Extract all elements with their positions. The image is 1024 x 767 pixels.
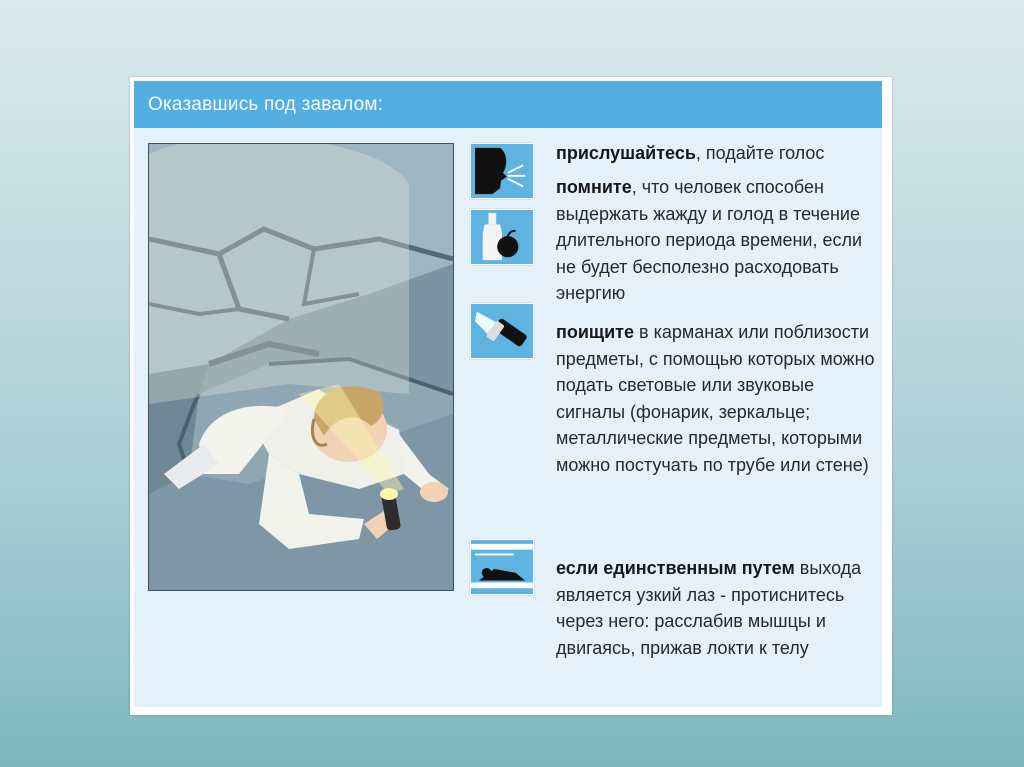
info-card	[130, 77, 892, 715]
instruction-text: , что человек способен выдержать жажду и голод в течение длительного периода времени, если не будет бесполезно расходовать энергию	[556, 177, 863, 303]
instruction-text: выхода является узкий лаз - протиснитесь через него: расслабив мышцы и двигаясь, прижав локти к телу	[556, 558, 862, 658]
instruction-keyword: если единственным путем	[556, 558, 795, 578]
panel-header: Оказавшись под завалом:	[134, 81, 882, 128]
instruction-search	[556, 319, 886, 478]
instruction-listen	[556, 140, 886, 167]
bottle-apple-icon	[470, 209, 534, 265]
instruction-keyword: поищите	[556, 322, 635, 342]
instruction-text: в карманах или поблизости предметы, с помощью которых можно подать световые или звуковые сигналы (фонарик, зеркальце; металлические предметы, которыми можно постучать по трубе или стене)	[556, 322, 875, 475]
instruction-remember	[556, 174, 886, 307]
instruction-keyword: помните	[556, 177, 632, 197]
crawl-under-icon	[470, 539, 534, 595]
person-under-rubble-illustration	[148, 143, 454, 591]
info-panel	[134, 81, 882, 707]
instruction-squeeze	[556, 555, 886, 661]
instruction-text: , подайте голос	[695, 143, 825, 163]
instruction-keyword: прислушайтесь	[556, 143, 696, 163]
head-sound-icon	[470, 143, 534, 199]
flashlight-icon	[470, 303, 534, 359]
